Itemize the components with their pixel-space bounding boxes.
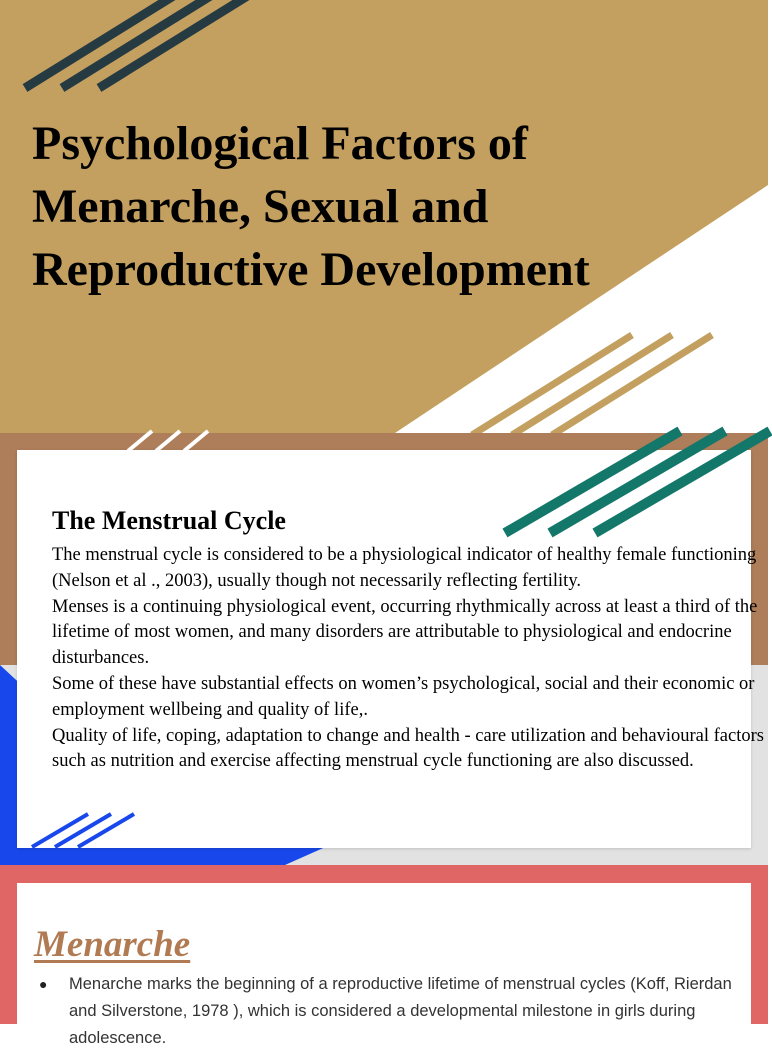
menstrual-cycle-paragraph: The menstrual cycle is considered to be a physiological indicator of healthy female functioning (Nelson et al ., 2003), usually though not necessarily reflecting fertility. [52, 545, 757, 591]
menstrual-cycle-card [17, 450, 764, 848]
menstrual-cycle-paragraph: Menses is a continuing physiological event, occurring rhythmically across at least a third of the lifetime of most women, and many disorders are attributable to physiological and endocrine disturbances. [52, 596, 758, 669]
menstrual-cycle-slide [0, 433, 768, 865]
menstrual-cycle-paragraph: Quality of life, coping, adaptation to change and health - care utilization and behavioural factors such as nutrition and exercise affecting menstrual cycle functioning are also discussed. [52, 725, 764, 772]
menarche-bullet-text: Menarche marks the beginning of a reproductive lifetime of menstrual cycles (Koff, Rierdan and Silverstone, 1978 ), which is considered a developmental milestone in girls during adolescence. [69, 975, 732, 1047]
list-item [37, 971, 757, 1052]
menarche-card [17, 883, 751, 1047]
menarche-bullet-list [37, 971, 757, 1052]
menarche-slide [0, 865, 768, 1047]
title-slide [0, 0, 768, 433]
blue-bottom-band [0, 845, 330, 865]
slide-title: Psychological Factors of Menarche, Sexual and Reproductive Development [32, 117, 590, 296]
menstrual-cycle-heading: The Menstrual Cycle [52, 506, 286, 535]
bullet-icon: ● [39, 976, 48, 992]
menstrual-cycle-paragraph: Some of these have substantial effects on women’s psychological, social and their economic or employment wellbeing and quality of life,. [52, 673, 755, 720]
menarche-heading: Menarche [34, 924, 191, 965]
menstrual-cycle-body [52, 543, 772, 775]
